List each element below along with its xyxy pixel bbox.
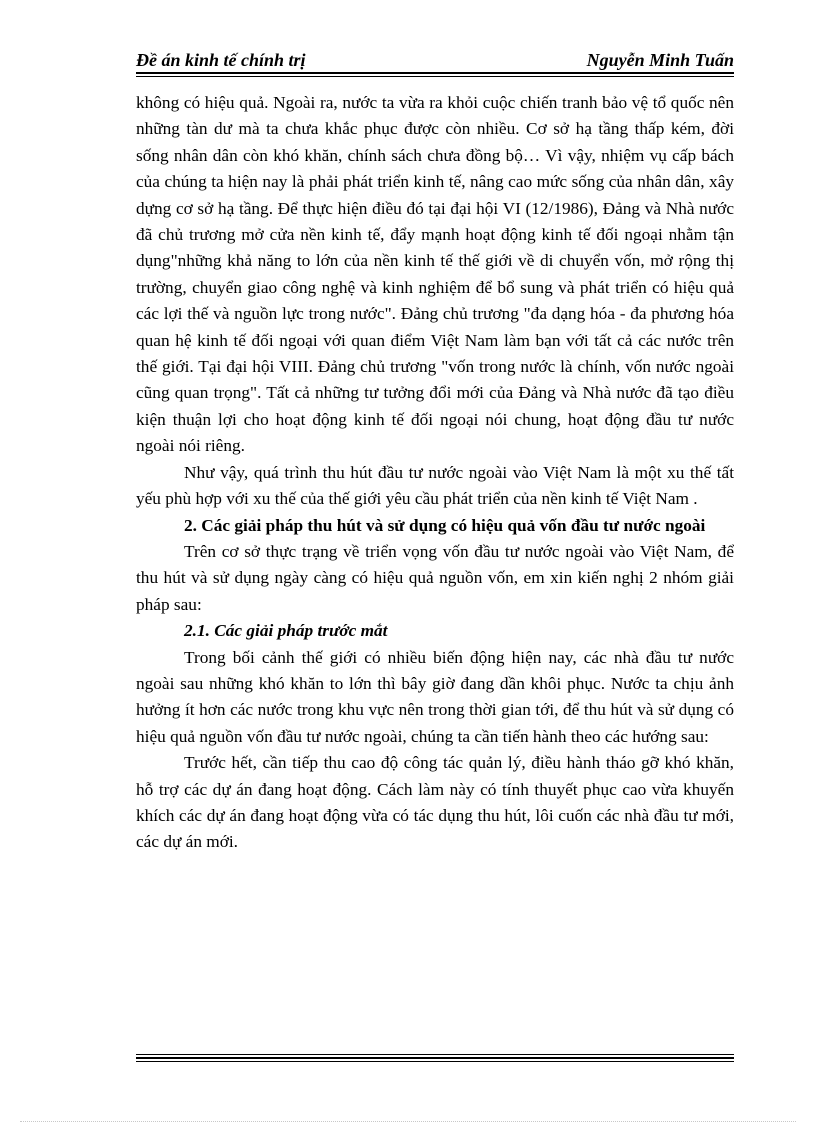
footer-rule-middle — [136, 1057, 734, 1059]
paragraph-first-measure: Trước hết, cần tiếp thu cao độ công tác quản lý, điều hành tháo gỡ khó khăn, hỗ trợ các dự án đang hoạt động. Cách làm này có tính thuyết phục cao vừa khuyến khích các dự án đang hoạt động vừa có tác dụng thu hút, lôi cuốn các nhà đầu tư mới, các dự án mới. — [136, 753, 734, 852]
page-edge-dotted-line — [20, 1121, 796, 1122]
paragraph-intro-solutions: Trên cơ sở thực trạng về triển vọng vốn đầu tư nước ngoài vào Việt Nam, để thu hút và sử dụng ngày càng có hiệu quả nguồn vốn, em xin kiến nghị 2 nhóm giải pháp sau: — [136, 541, 734, 614]
section-heading-2: 2. Các giải pháp thu hút và sử dụng có hiệu quả vốn đầu tư nước ngoài — [184, 515, 706, 535]
paragraph-conclusion: Như vậy, quá trình thu hút đầu tư nước ngoài vào Việt Nam là một xu thế tất yếu phù hợp với xu thế của thế giới yêu cầu phát triển của nền kinh tế Việt Nam . — [136, 462, 734, 509]
header-author-name: Nguyễn Minh Tuấn — [586, 50, 734, 70]
header-rule-thin — [136, 76, 734, 77]
footer-rule-bottom — [136, 1061, 734, 1062]
paragraph-context: Trong bối cảnh thế giới có nhiều biến động hiện nay, các nhà đầu tư nước ngoài sau những khó khăn to lớn thì bây giờ đang dần khôi phục. Nước ta chịu ảnh hưởng ít hơn các nước trong khu vực nên trong thời gian tới, để thu hút và sử dụng có hiệu quả nguồn vốn đầu tư nước ngoài, chúng ta cần tiến hành theo các hướng sau: — [136, 647, 734, 746]
header-document-title: Đề án kinh tế chính trị — [136, 50, 306, 70]
subsection-heading-2-1: 2.1. Các giải pháp trước mắt — [184, 621, 388, 641]
header-rule-thick — [136, 72, 734, 74]
footer-rule-top — [136, 1054, 734, 1055]
paragraph-continuation: không có hiệu quả. Ngoài ra, nước ta vừa ra khỏi cuộc chiến tranh bảo vệ tổ quốc nên những tàn dư mà ta chưa khắc phục được còn nhiều. Cơ sở hạ tầng thấp kém, đời sống nhân dân còn khó khăn, chính sách chưa đồng bộ… Vì vậy, nhiệm vụ cấp bách của chúng ta hiện nay là phải phát triển kinh tế, nâng cao mức sống của nhân dân, xây dựng cơ sở hạ tầng. Để thực hiện điều đó tại đại hội VI (12/1986), Đảng và Nhà nước đã chủ trương mở cửa nền kinh tế, đẩy mạnh hoạt động kinh tế đối ngoại nhằm tận dụng"những khả năng to lớn của nền kinh tế thế giới về di chuyển vốn, mở rộng thị trường, chuyển giao công nghệ và kinh nghiệm để bổ sung và phát triển có hiệu quả các lợi thế và nguồn lực trong nước". Đảng chủ trương "đa dạng hóa - đa phương hóa quan hệ kinh tế đối ngoại với quan điểm Việt Nam làm bạn với tất cả các nước trên thế giới. Tại đại hội VIII. Đảng chủ trương "vốn trong nước là chính, vốn nước ngoài cũng quan trọng". Tất cả những tư tưởng đổi mới của Đảng và Nhà nước đã tạo điều kiện thuận lợi cho hoạt động kinh tế đối ngoại nói chung, hoạt động đầu tư nước ngoài nói riêng. — [136, 93, 734, 456]
page-header — [136, 48, 734, 72]
document-body — [136, 90, 734, 856]
